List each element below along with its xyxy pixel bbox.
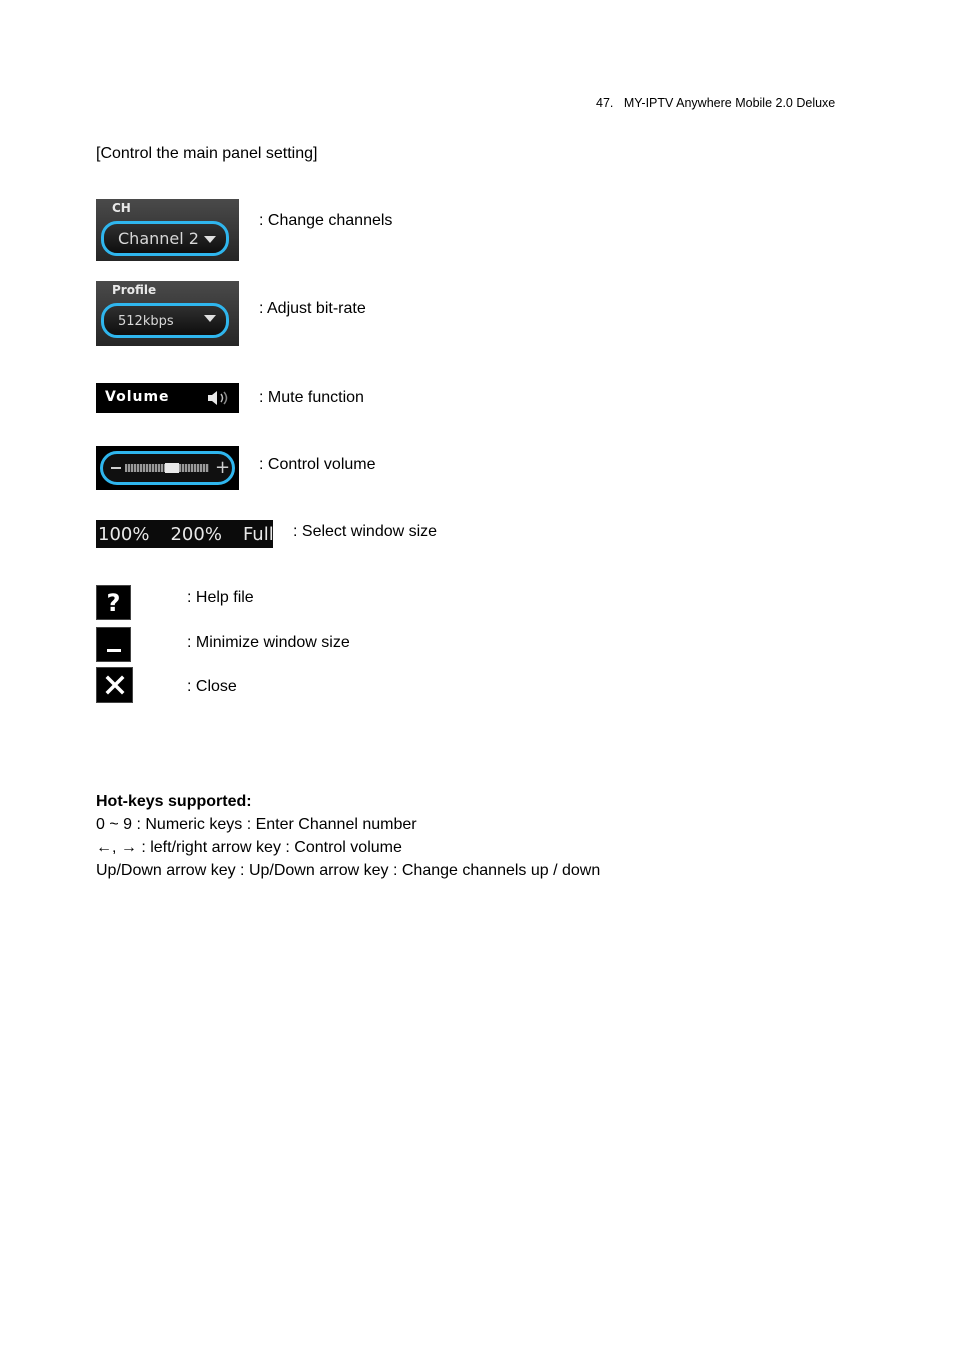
hotkey-line: Up/Down arrow key : Up/Down arrow key : Change channels up / down <box>96 862 601 879</box>
minus-icon[interactable] <box>111 467 121 469</box>
volume-label: Volume <box>105 389 170 405</box>
close-button[interactable] <box>96 667 133 703</box>
minimize-description: : Minimize window size <box>187 634 350 651</box>
help-button[interactable] <box>96 585 131 620</box>
channel-select[interactable] <box>101 221 229 256</box>
close-description: : Close <box>187 678 237 695</box>
minimize-icon <box>107 649 121 652</box>
profile-select[interactable] <box>101 303 229 338</box>
chevron-down-icon <box>204 236 216 243</box>
volume-mute-widget[interactable] <box>96 383 239 413</box>
channel-label: CH <box>112 201 131 215</box>
help-description: : Help file <box>187 589 254 606</box>
minimize-button[interactable] <box>96 627 131 662</box>
profile-label: Profile <box>112 283 157 297</box>
volume-slider[interactable] <box>100 451 235 485</box>
channel-description: : Change channels <box>259 212 393 229</box>
close-icon <box>105 675 125 695</box>
channel-select-value: Channel 2 <box>118 229 199 248</box>
volume-description: : Mute function <box>259 389 364 406</box>
question-mark-icon: ? <box>106 588 121 617</box>
hotkeys-section <box>96 790 600 882</box>
hotkeys-title: Hot-keys supported: <box>96 793 252 810</box>
volume-slider-widget <box>96 446 239 490</box>
window-size-selector <box>96 520 273 548</box>
chevron-down-icon <box>204 315 216 322</box>
hotkey-line: 0 ~ 9 : Numeric keys : Enter Channel number <box>96 816 417 833</box>
page-number: 47. <box>596 96 614 110</box>
volume-slider-description: : Control volume <box>259 456 376 473</box>
channel-widget <box>96 199 239 261</box>
speaker-icon[interactable] <box>207 390 231 406</box>
profile-widget <box>96 281 239 346</box>
document-title: MY-IPTV Anywhere Mobile 2.0 Deluxe <box>623 96 836 110</box>
plus-icon[interactable]: + <box>215 457 231 478</box>
window-size-200[interactable]: 200% <box>170 523 222 545</box>
section-title: [Control the main panel setting] <box>96 145 318 162</box>
hotkey-line: ←, → : left/right arrow key : Control volume <box>96 839 402 856</box>
window-size-100[interactable]: 100% <box>98 523 150 545</box>
profile-select-value: 512kbps <box>118 314 174 329</box>
volume-thumb[interactable] <box>165 463 179 473</box>
page-header <box>596 96 835 110</box>
window-size-description: : Select window size <box>293 523 438 540</box>
window-size-full[interactable]: Full <box>242 523 274 545</box>
profile-description: : Adjust bit-rate <box>259 300 366 317</box>
